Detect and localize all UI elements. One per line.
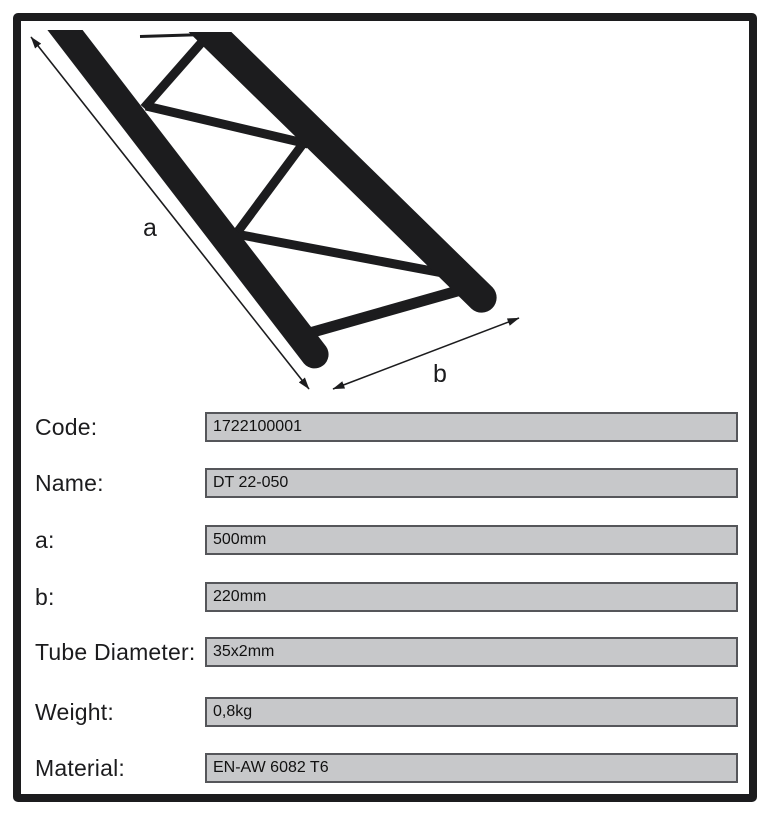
dimension-b-arrow (333, 318, 519, 389)
field-label-tube-diameter: Tube Diameter: (35, 639, 196, 665)
field-value-name[interactable]: DT 22-050 (205, 468, 738, 498)
dimension-a-label: a (143, 214, 157, 242)
field-value-tube-diameter[interactable]: 35x2mm (205, 637, 738, 667)
field-label-material: Material: (35, 755, 125, 781)
truss-bottom-rung (306, 288, 468, 334)
field-row-weight (0, 697, 770, 727)
truss-left-chord (47, 30, 328, 368)
field-label-weight: Weight: (35, 699, 114, 725)
field-row-b (0, 582, 770, 612)
truss-brace-1 (144, 42, 202, 108)
field-label-name: Name: (35, 470, 104, 496)
field-value-material[interactable]: EN-AW 6082 T6 (205, 753, 738, 783)
field-label-a: a: (35, 527, 55, 553)
field-value-b[interactable]: 220mm (205, 582, 738, 612)
field-label-b: b: (35, 584, 55, 610)
field-value-code[interactable]: 1722100001 (205, 412, 738, 442)
field-row-code (0, 412, 770, 442)
truss-brace-3 (236, 141, 305, 234)
truss-diagram (0, 0, 770, 410)
dimension-b-label: b (433, 360, 447, 388)
field-row-name (0, 468, 770, 498)
field-row-tube-diameter (0, 637, 770, 667)
field-row-a (0, 525, 770, 555)
field-row-material (0, 753, 770, 783)
field-value-a[interactable]: 500mm (205, 525, 738, 555)
field-value-weight[interactable]: 0,8kg (205, 697, 738, 727)
field-label-code: Code: (35, 414, 98, 440)
